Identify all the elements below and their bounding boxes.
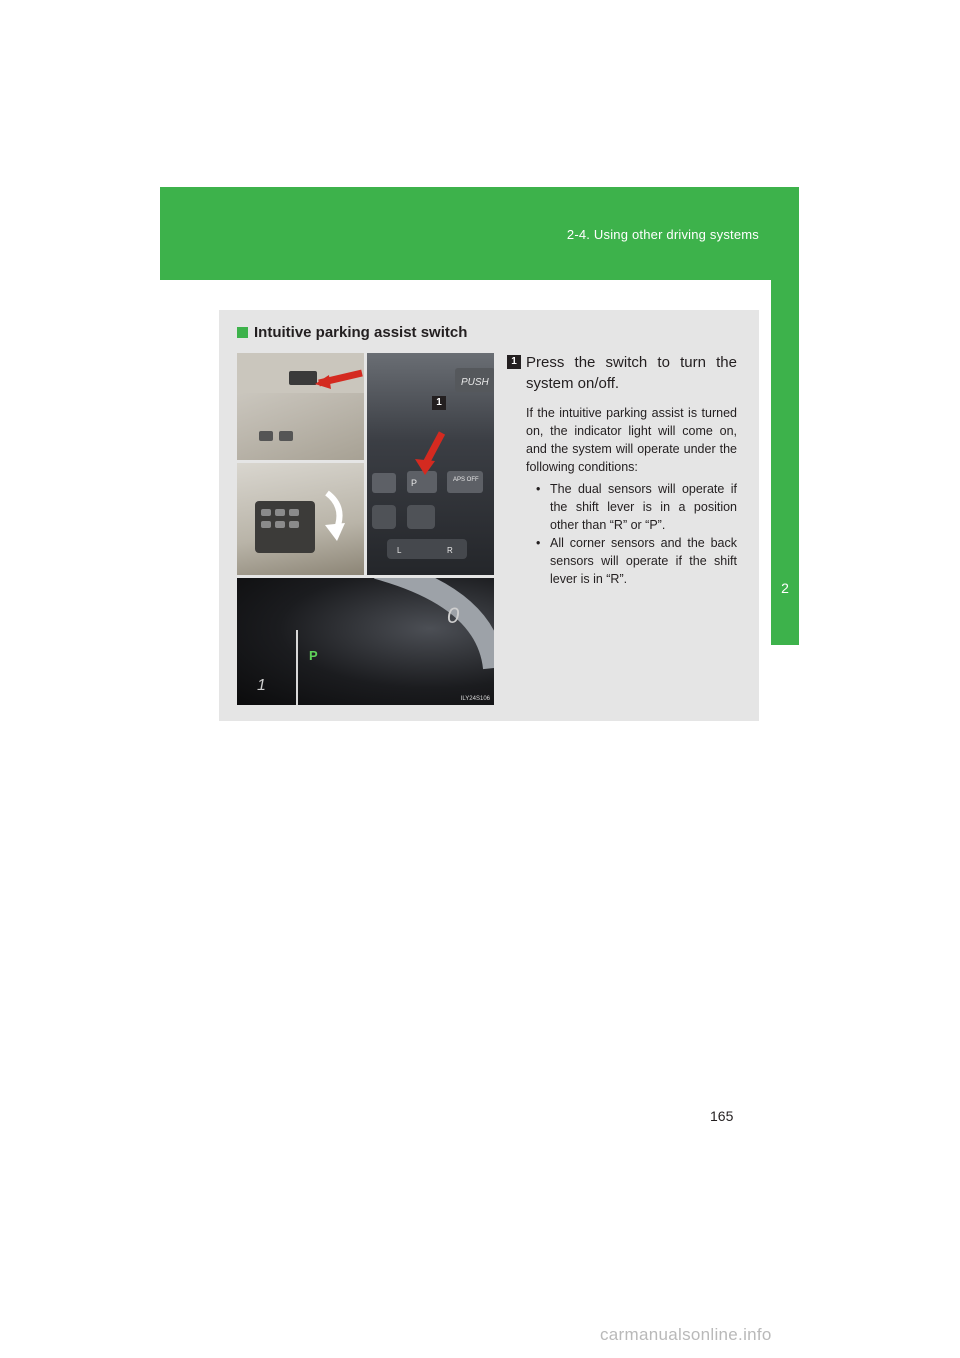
list-item-text: All corner sensors and the back sensors will operate if the shift lever is in “R”. xyxy=(550,536,737,586)
info-panel xyxy=(219,310,759,721)
right-label: R xyxy=(447,546,453,555)
square-bullet-icon xyxy=(237,327,248,338)
push-button-label: PUSH xyxy=(461,377,489,388)
header-band xyxy=(160,187,799,280)
list-item xyxy=(526,534,737,588)
chapter-side-tab xyxy=(771,280,799,887)
gauge-one-label: 1 xyxy=(257,677,266,694)
indicator-cluster-photo xyxy=(237,578,494,705)
text-column xyxy=(507,352,737,588)
open-panel-photo xyxy=(237,463,364,575)
left-label: L xyxy=(397,546,402,555)
panel-heading-text: Intuitive parking assist switch xyxy=(254,324,468,341)
page-number: 165 xyxy=(710,1108,734,1124)
section-title: 2-4. Using other driving systems xyxy=(566,227,759,242)
button-panel-illustration xyxy=(367,353,494,575)
step-text: Press the switch to turn the system on/off. xyxy=(526,354,737,392)
panel-heading xyxy=(237,324,467,341)
step-number: 1 xyxy=(507,355,521,369)
steering-column-photo xyxy=(237,353,364,460)
chapter-label: When driving xyxy=(777,816,791,887)
gauge-zero-label: 0 xyxy=(447,603,460,628)
list-item-text: The dual sensors will operate if the shift lever is in a position other than “R” or “P”. xyxy=(550,482,737,532)
svg-text:P: P xyxy=(411,478,418,488)
bullet-dot-icon: • xyxy=(536,482,541,496)
body-paragraph: If the intuitive parking assist is turned on, the indicator light will come on, and the system will operate under the following conditions: xyxy=(526,406,737,474)
aps-off-label: APS OFF xyxy=(453,477,479,483)
open-console-illustration xyxy=(237,463,364,575)
bullet-dot-icon: • xyxy=(536,536,541,550)
red-arrow-down-icon xyxy=(425,433,442,465)
switch-closeup-photo xyxy=(367,353,494,575)
gauge-cluster-illustration xyxy=(237,578,494,705)
list-item xyxy=(526,480,737,534)
chapter-number: 2 xyxy=(781,580,789,596)
image-id: ILY24S106 xyxy=(460,696,490,702)
condition-list xyxy=(526,480,737,588)
parking-assist-indicator-icon: P xyxy=(309,648,318,663)
footer-watermark: carmanualsonline.info xyxy=(600,1325,772,1344)
switch-location-illustration xyxy=(237,353,364,460)
step-1 xyxy=(507,352,737,394)
figure-callout-1: 1 xyxy=(432,396,446,410)
